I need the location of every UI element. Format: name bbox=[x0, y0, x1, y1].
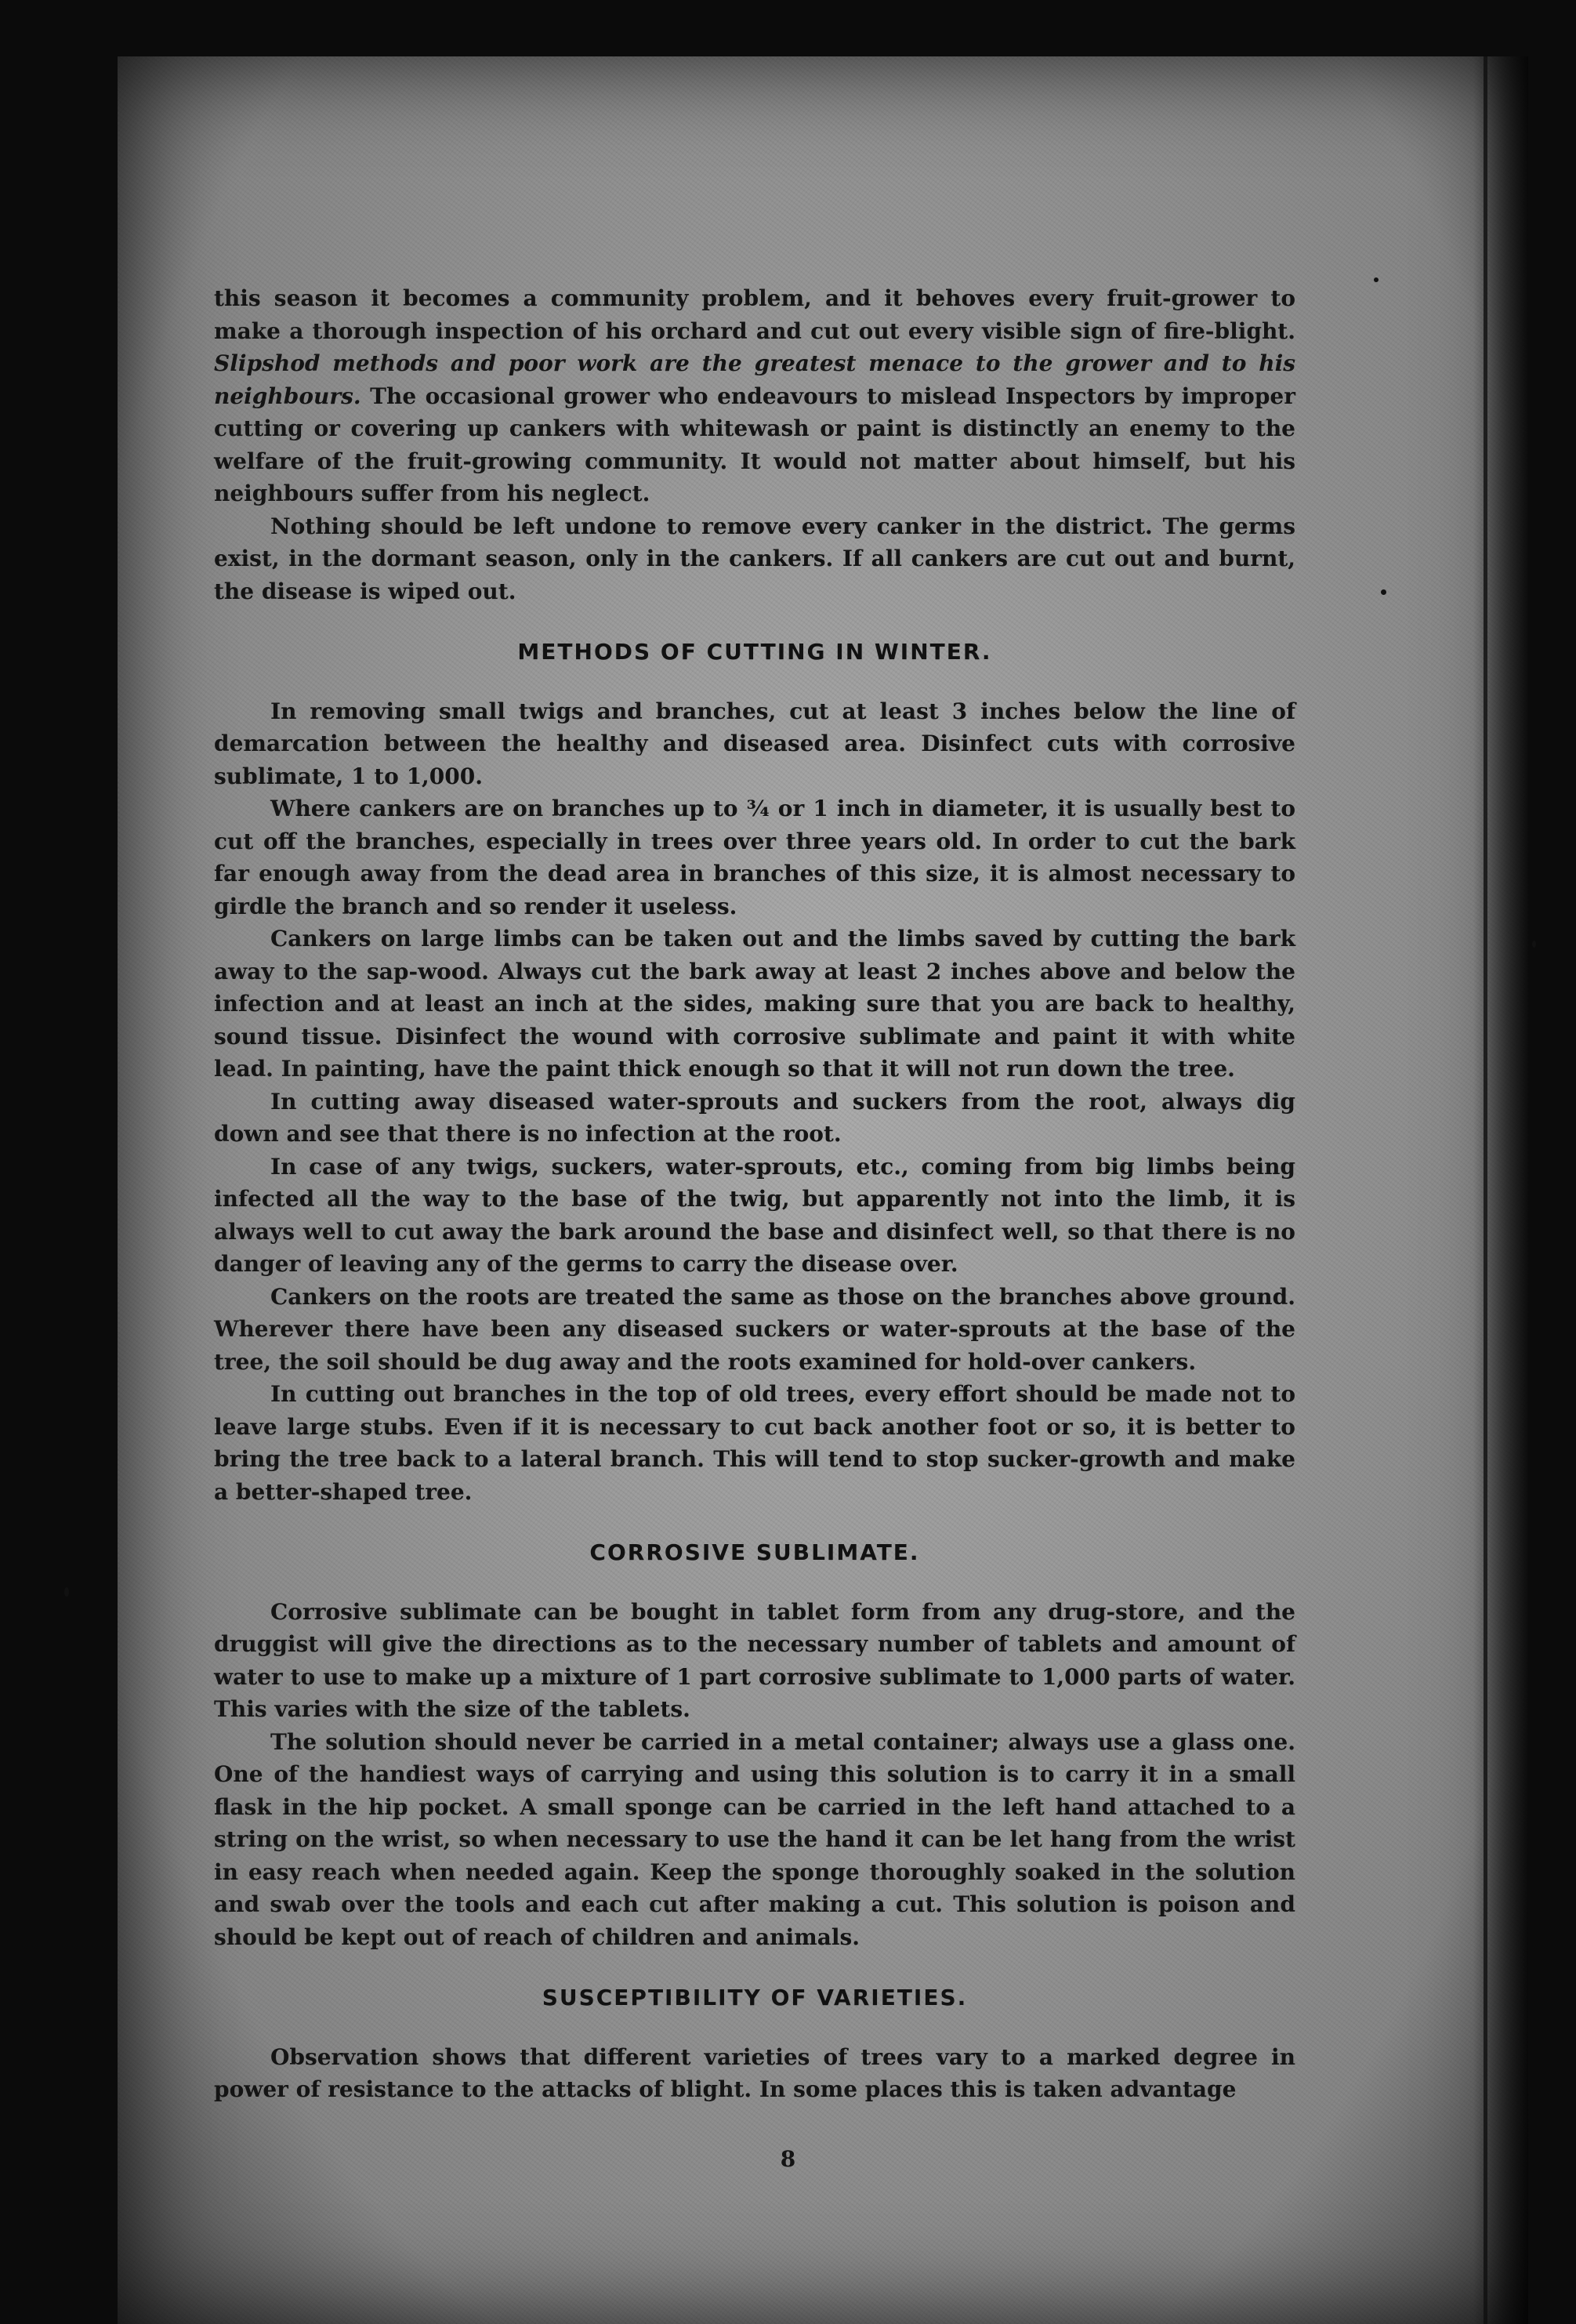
dust-speck bbox=[1381, 589, 1386, 595]
intro-italic-warning: Slipshod methods and poor work are the greatest menace to the grower and to his neighbours. bbox=[214, 350, 1295, 409]
paragraph-winter-6: Cankers on the roots are treated the same as those on the branches above ground. Wherever there have been any diseased suckers or water-sprouts at the base of the tree, the soil should be dug away and the roots examined for hold-over cankers. bbox=[214, 1283, 1295, 1375]
heading-methods-winter: METHODS OF CUTTING IN WINTER. bbox=[517, 639, 992, 665]
spine-shadow bbox=[1473, 56, 1528, 2324]
intro-text-end: The occasional grower who endeavours to mislead Inspectors by improper cutting or covering up cankers with whitewash or paint is distinctly an enemy to the welfare of the fruit-growing community. It would not matter about himself, but his neighbours suffer from his neglect. bbox=[214, 382, 1295, 506]
dust-speck bbox=[64, 1587, 69, 1597]
paragraph-sublimate-1: Corrosive sublimate can be bought in tablet form from any drug-store, and the druggist will give the directions as to the necessary number of tablets and amount of water to use to make up a mixture of 1 part corrosive sublimate to 1,000 parts of water. This varies with the size of the tablets. bbox=[214, 1598, 1295, 1722]
intro-text-start: this season it becomes a community problem, and it behoves every fruit-grower to make a thorough inspection of his orchard and cut out every visible sign of fire-blight. bbox=[214, 285, 1295, 344]
paragraph-intro-2: Nothing should be left undone to remove every canker in the district. The germs exist, in the dormant season, only in the cankers. If all cankers are cut out and burnt, the disease is wiped out. bbox=[214, 513, 1295, 604]
paragraph-winter-2: Where cankers are on branches up to ¾ or 1 inch in diameter, it is usually best to cut off the branches, especially in trees over three years old. In order to cut the bark far enough away from the dead area in branches of this size, it is almost necessary to girdle the branch and so render it useless. bbox=[214, 796, 1295, 919]
paragraph-sublimate-2: The solution should never be carried in a metal container; always use a glass one. One of the handiest ways of carrying and using this solution is to carry it in a small flask in the hip pocket. A small sponge can be carried in the left hand attached to a string on the wrist, so when necessary to use the hand it can be let hang from the wrist in easy reach when needed again. Keep the sponge thoroughly soaked in the solution and swab over the tools and each cut after making a cut. This solution is poison and should be kept out of reach of children and animals. bbox=[214, 1728, 1295, 1950]
paragraph-varieties-1: Observation shows that different varieties of trees vary to a marked degree in power of resistance to the attacks of blight. In some places this is taken advantage bbox=[214, 2043, 1295, 2102]
dust-speck bbox=[1532, 941, 1536, 948]
body-text bbox=[214, 282, 1295, 2106]
fold-line bbox=[1484, 56, 1487, 2324]
dust-speck bbox=[1374, 277, 1379, 282]
paragraph-winter-3: Cankers on large limbs can be taken out and the limbs saved by cutting the bark away to the sap-wood. Always cut the bark away at least 2 inches above and below the infection and at least an inch at the sides, making sure that you are back to healthy, sound tissue. Disinfect the wound with corrosive sublimate and paint it with white lead. In painting, have the paint thick enough so that it will not run down the tree. bbox=[214, 926, 1295, 1082]
paragraph-winter-5: In case of any twigs, suckers, water-sprouts, etc., coming from big limbs being infected all the way to the base of the twig, but apparently not into the limb, it is always well to cut away the bark around the base and disinfect well, so that there is no danger of leaving any of the germs to carry the disease over. bbox=[214, 1153, 1295, 1277]
paragraph-winter-1: In removing small twigs and branches, cut at least 3 inches below the line of demarcation between the healthy and diseased area. Disinfect cuts with corrosive sublimate, 1 to 1,000. bbox=[214, 698, 1295, 789]
paragraph-winter-4: In cutting away diseased water-sprouts and suckers from the root, always dig down and see that there is no infection at the root. bbox=[214, 1088, 1295, 1147]
paragraph-winter-7: In cutting out branches in the top of old trees, every effort should be made not to leave large stubs. Even if it is necessary to cut back another foot or so, it is better to bring the tree back to a lateral branch. This will tend to stop sucker-growth and make a better-shaped tree. bbox=[214, 1381, 1295, 1505]
heading-corrosive-sublimate: CORROSIVE SUBLIMATE. bbox=[589, 1539, 920, 1565]
page-number: 8 bbox=[780, 2146, 796, 2172]
heading-susceptibility-varieties: SUSCEPTIBILITY OF VARIETIES. bbox=[542, 1985, 968, 2010]
paragraph-intro-1 bbox=[214, 282, 1295, 510]
